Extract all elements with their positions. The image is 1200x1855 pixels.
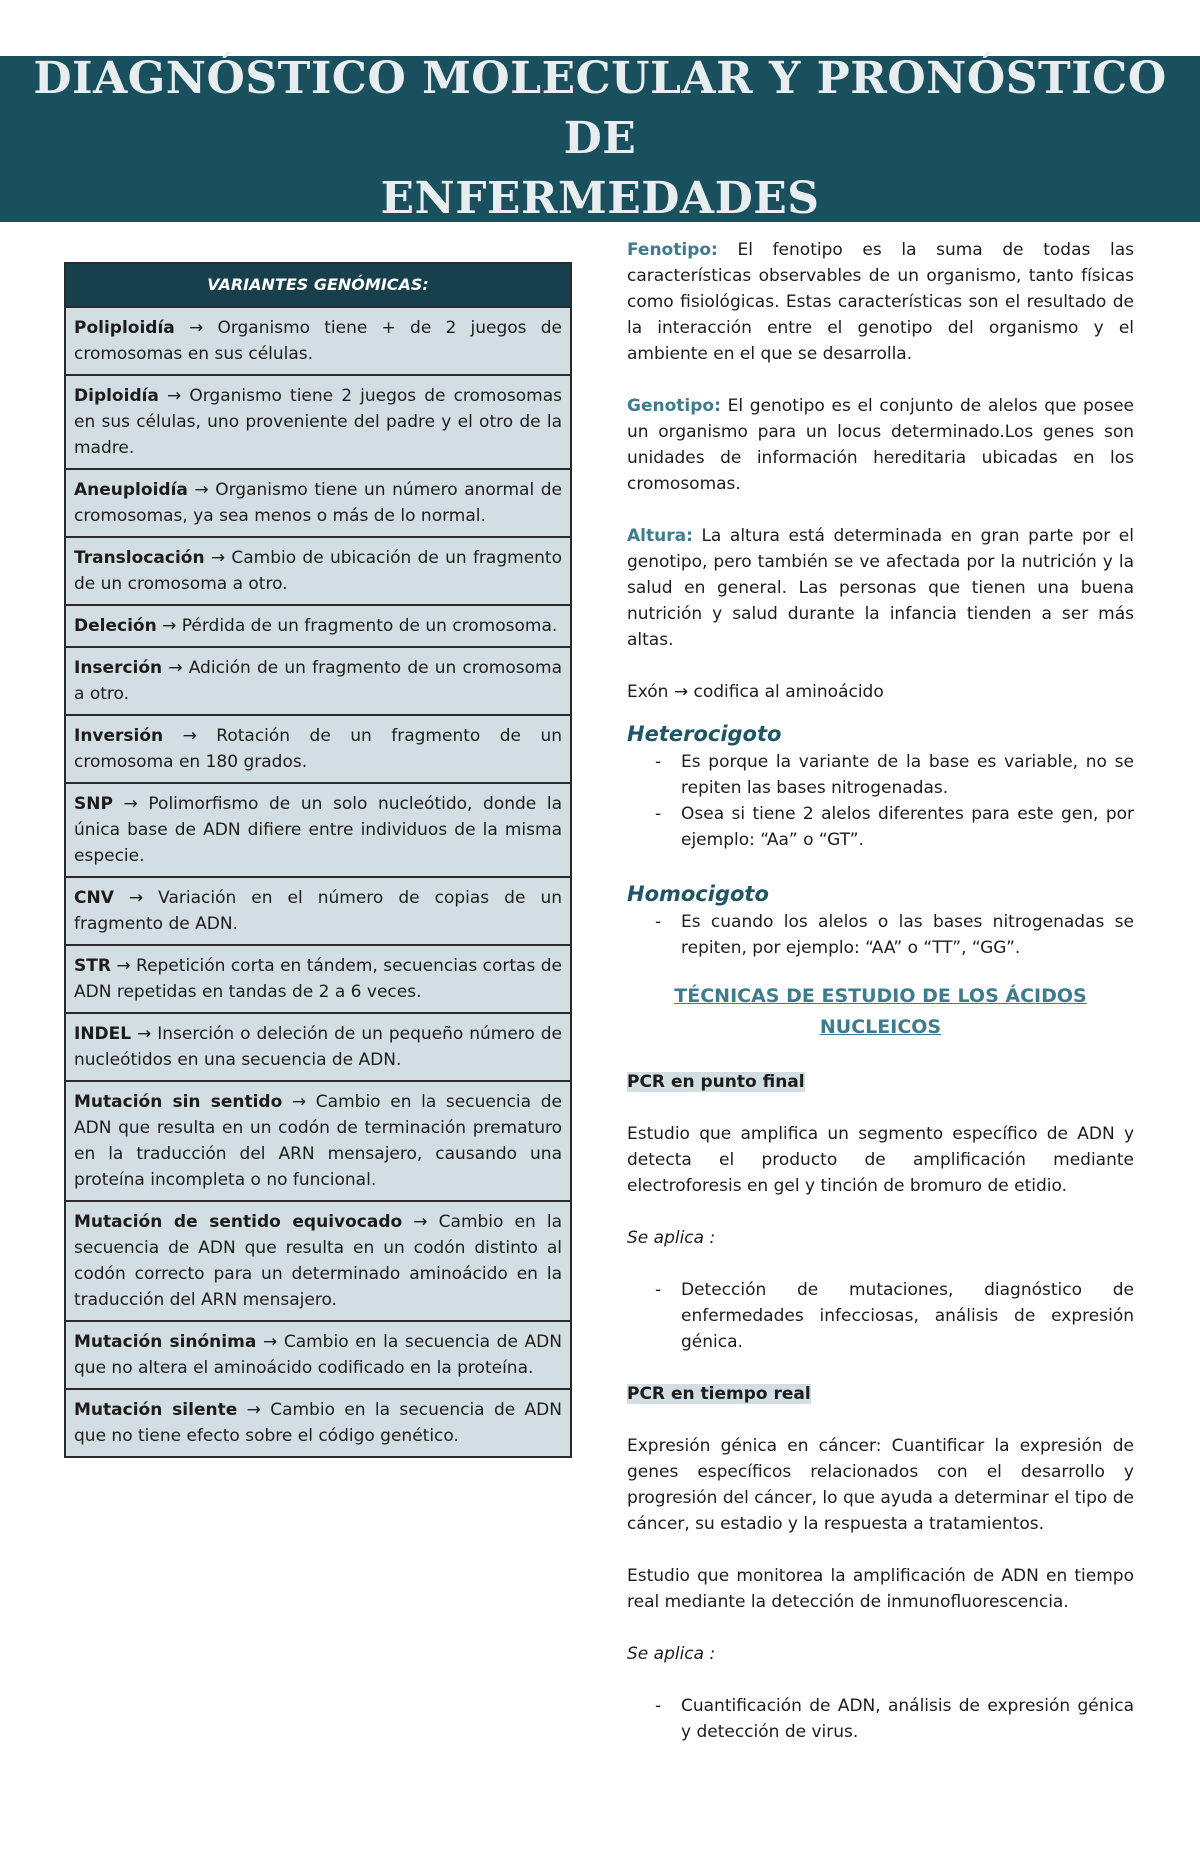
table-row	[65, 1321, 571, 1389]
list-item: - Cuantificación de ADN, análisis de expresión génica y detección de virus.	[627, 1693, 1134, 1745]
variant-desc: → Inserción o deleción de un pequeño número de nucleótidos en una secuencia de ADN.	[74, 1024, 562, 1070]
genotipo-text: El genotipo es el conjunto de alelos que posee un organismo para un locus determinado.Los genes son unidades de información hereditaria ubicadas en los cromosomas.	[627, 396, 1134, 494]
section-title-line2: NUCLEICOS	[819, 1016, 942, 1038]
variant-term: Mutación sinónima	[74, 1332, 257, 1352]
genotipo-label: Genotipo:	[627, 396, 721, 416]
aplica-label: Se aplica :	[627, 1644, 716, 1664]
section-title-line1: TÉCNICAS DE ESTUDIO DE LOS ÁCIDOS	[674, 985, 1087, 1007]
page-title	[0, 49, 1200, 229]
variant-term: Deleción	[74, 616, 157, 636]
variants-table	[64, 262, 572, 1458]
pcr-real-title: PCR en tiempo real	[627, 1384, 811, 1404]
variant-term: SNP	[74, 794, 113, 814]
table-row	[65, 715, 571, 783]
altura-paragraph	[627, 523, 1134, 653]
heterocigoto-list	[627, 749, 1134, 853]
variant-desc: → Cambio en la secuencia de ADN que resulta en un codón distinto al codón correcto para un determinado aminoácido en la traducción del ARN mensajero.	[74, 1212, 562, 1310]
variant-desc: → Cambio de ubicación de un fragmento de un cromosoma a otro.	[74, 548, 562, 594]
variant-desc: → Pérdida de un fragmento de un cromosoma.	[156, 616, 558, 636]
table-row	[65, 307, 571, 375]
title-banner	[0, 53, 1200, 224]
variant-term: STR	[74, 956, 111, 976]
page-title-line1: DIAGNÓSTICO MOLECULAR Y PRONÓSTICO DE	[33, 53, 1167, 164]
variant-term: Translocación	[74, 548, 205, 568]
variant-desc: → Adición de un fragmento de un cromosoma a otro.	[74, 658, 562, 704]
fenotipo-paragraph	[627, 237, 1134, 367]
pcr-final-title: PCR en punto final	[627, 1072, 805, 1092]
variant-desc: → Cambio en la secuencia de ADN que resulta en un codón de terminación prematuro en la traducción del ARN mensajero, causando una proteína incompleta o no funcional.	[74, 1092, 562, 1190]
pcr-final-heading	[627, 1069, 1134, 1095]
variant-desc: → Repetición corta en tándem, secuencias cortas de ADN repetidas en tandas de 2 a 6 veces.	[74, 956, 562, 1002]
variant-term: Mutación silente	[74, 1400, 238, 1420]
variant-desc: → Variación en el número de copias de un fragmento de ADN.	[74, 888, 562, 934]
exon-line: Exón → codifica al aminoácido	[627, 682, 884, 702]
table-row	[65, 375, 571, 469]
homocigoto-heading: Homocigoto	[627, 882, 769, 906]
pcr-real-heading	[627, 1381, 1134, 1407]
table-row	[65, 783, 571, 877]
table-row	[65, 1081, 571, 1201]
table-row	[65, 1389, 571, 1457]
table-row	[65, 945, 571, 1013]
variant-desc: → Cambio en la secuencia de ADN que no tiene efecto sobre el código genético.	[74, 1400, 562, 1446]
variant-term: INDEL	[74, 1024, 132, 1044]
list-item: - Es cuando los alelos o las bases nitrogenadas se repiten, por ejemplo: “AA” o “TT”, “GG”.	[627, 909, 1134, 961]
pcr-real-text-2: Estudio que monitorea la amplificación de ADN en tiempo real mediante la detección de inmunofluorescencia.	[627, 1566, 1134, 1612]
table-row	[65, 537, 571, 605]
variants-table-heading: VARIANTES GENÓMICAS:	[65, 263, 571, 307]
right-column	[627, 237, 1134, 1771]
variant-term: Inversión	[74, 726, 164, 746]
variant-term: Mutación sin sentido	[74, 1092, 283, 1112]
variant-term: Inserción	[74, 658, 163, 678]
table-row	[65, 469, 571, 537]
variant-desc: → Organismo tiene 2 juegos de cromosomas en sus células, uno proveniente del padre y el otro de la madre.	[74, 386, 562, 458]
aplica-label: Se aplica :	[627, 1228, 716, 1248]
variant-desc: → Rotación de un fragmento de un cromosoma en 180 grados.	[74, 726, 562, 772]
variant-desc: → Organismo tiene + de 2 juegos de cromosomas en sus células.	[74, 318, 562, 364]
variant-term: Mutación de sentido equivocado	[74, 1212, 403, 1232]
table-row	[65, 1201, 571, 1321]
fenotipo-label: Fenotipo:	[627, 240, 718, 260]
genotipo-paragraph	[627, 393, 1134, 497]
fenotipo-text: El fenotipo es la suma de todas las características observables de un organismo, tanto físicas como fisiológicas. Estas características son el resultado de la interacción entre el genotipo del organismo y el ambiente en el que se desarrolla.	[627, 240, 1134, 364]
pcr-real-text-1: Expresión génica en cáncer: Cuantificar la expresión de genes específicos relacionados con el desarrollo y progresión del cáncer, lo que ayuda a determinar el tipo de cáncer, su estadio y la respuesta a tratamientos.	[627, 1436, 1134, 1534]
list-item: - Detección de mutaciones, diagnóstico de enfermedades infecciosas, análisis de expresión génica.	[627, 1277, 1134, 1355]
table-row	[65, 605, 571, 647]
variant-term: Diploidía	[74, 386, 159, 406]
section-title	[627, 981, 1134, 1043]
list-item: - Osea si tiene 2 alelos diferentes para este gen, por ejemplo: “Aa” o “GT”.	[627, 801, 1134, 853]
altura-label: Altura:	[627, 526, 693, 546]
homocigoto-list	[627, 909, 1134, 961]
pcr-final-text: Estudio que amplifica un segmento específico de ADN y detecta el producto de amplificación mediante electroforesis en gel y tinción de bromuro de etidio.	[627, 1124, 1134, 1196]
pcr-final-list	[627, 1277, 1134, 1355]
pcr-real-list	[627, 1693, 1134, 1745]
page-title-line2: ENFERMEDADES	[380, 173, 820, 224]
heterocigoto-heading: Heterocigoto	[627, 722, 782, 746]
altura-text: La altura está determinada en gran parte por el genotipo, pero también se ve afectada por la nutrición y la salud en general. Las personas que tienen una buena nutrición y salud durante la infancia tienden a ser más altas.	[627, 526, 1134, 650]
variant-term: CNV	[74, 888, 114, 908]
variant-desc: → Polimorfismo de un solo nucleótido, donde la única base de ADN difiere entre individuos de la misma especie.	[74, 794, 562, 866]
variant-term: Aneuploidía	[74, 480, 188, 500]
variant-term: Poliploidía	[74, 318, 175, 338]
variant-desc: → Cambio en la secuencia de ADN que no altera el aminoácido codificado en la proteína.	[74, 1332, 562, 1378]
variant-desc: → Organismo tiene un número anormal de cromosomas, ya sea menos o más de lo normal.	[74, 480, 562, 526]
table-row	[65, 1013, 571, 1081]
table-row	[65, 647, 571, 715]
list-item: - Es porque la variante de la base es variable, no se repiten las bases nitrogenadas.	[627, 749, 1134, 801]
table-row	[65, 877, 571, 945]
